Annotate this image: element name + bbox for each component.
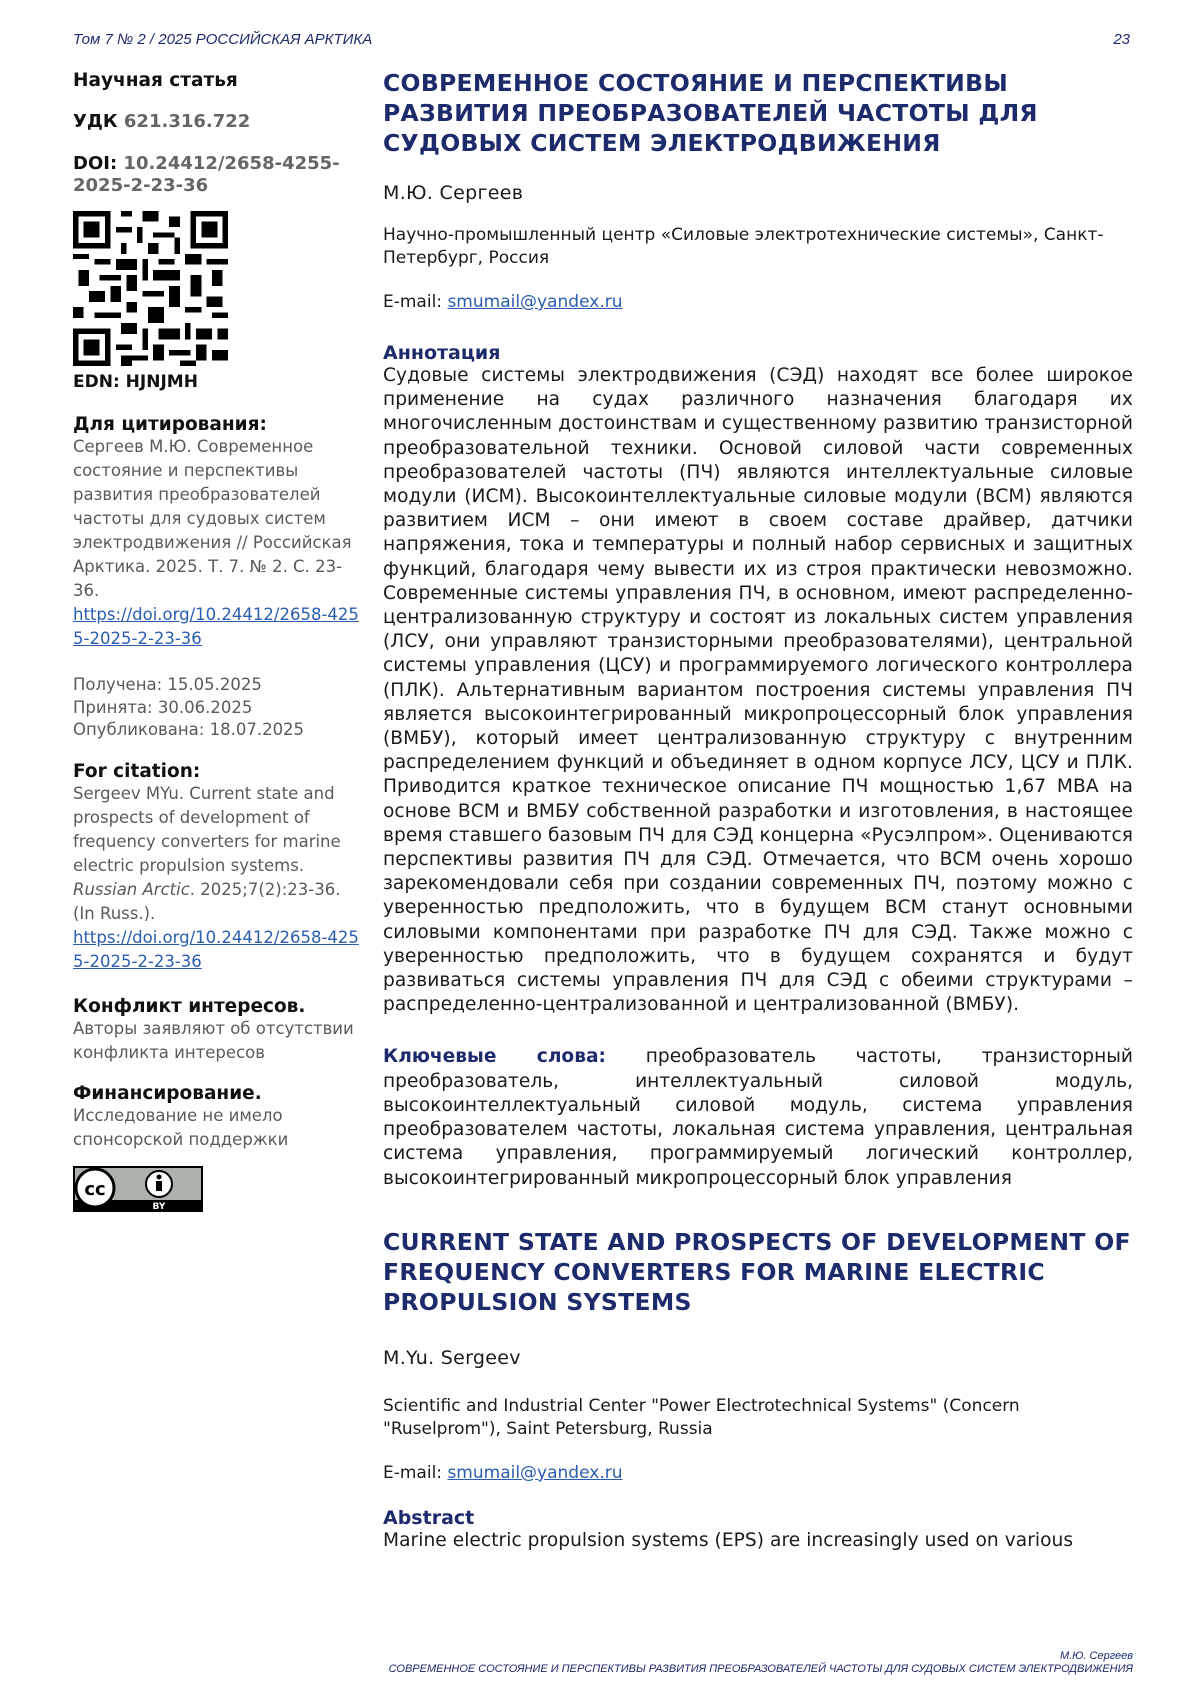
page-header	[73, 31, 1130, 53]
keywords	[383, 1045, 1133, 1190]
udk-value: 621.316.722	[123, 111, 251, 132]
annotation-text: Судовые системы электродвижения (СЭД) находят все более широкое применение на судах различного назначения благодаря их многочисленным достоинствам и существенному развитию транзисторной преобразовательной техники. Основой силовой части современных преобразователей частоты (ПЧ) являются интеллектуальные силовые модули (ИСМ). Высокоинтеллектуальные силовые модули (ВСМ) являются развитием ИСМ – они имеют в своем составе драйвер, датчики напряжения, тока и температуры и полный набор сервисных и защитных функций, благодаря чему вывести их из строя практически невозможно. Современные системы управления ПЧ, в основном, имеют распределенно-централизованную структуру и состоят из локальных систем управления (ЛСУ, они управляют транзисторными преобразователями), центральной системы управления (ЦСУ) и программируемого логического контроллера (ПЛК). Альтернативным вариантом построения системы управления ПЧ является высокоинтегрированный микропроцессорный блок управления (ВМБУ), который имеет централизованную структуру с внутренним распределением функций и объединяет в одном корпусе ЛСУ, ЦСУ и ПЛК. Приводится краткое техническое описание ПЧ мощностью 1,67 МВА на основе ВСМ и ВМБУ собственной разработки и изготовления, в настоящее время ставшего базовым ПЧ для СЭД концерна «Русэлпром». Оцениваются перспективы развития ПЧ для СЭД. Отмечается, что ВСМ очень хорошо зарекомендовали себя при создании современных ПЧ, поэтому можно с уверенностью предположить, что в будущем ВСМ станут основными силовыми компонентами при разработке ПЧ для СЭД. Также можно с уверенностью предположить, что в будущем сохранятся и будут развиваться системы управления ПЧ для СЭД с обеими структурами – распределенно-централизованной и централизованной (ВМБУ).	[383, 365, 1133, 1016]
annotation-heading: Аннотация	[383, 342, 501, 364]
udk-label: УДК	[73, 111, 118, 132]
email-link[interactable]: smumail@yandex.ru	[447, 292, 623, 312]
for-citation-doi-link[interactable]: https://doi.org/10.24412/2658-4255-2025-2-23-36	[73, 928, 359, 971]
published-date: Опубликована: 18.07.2025	[73, 720, 305, 739]
for-citation-body: Sergeev MYu. Current state and prospects of development of frequency converters for marine electric propulsion systems.	[73, 784, 341, 875]
udk	[73, 111, 363, 133]
citation-heading: Для цитирования:	[73, 414, 267, 435]
cc-by-license-icon[interactable]	[73, 1166, 203, 1212]
funding-text: Исследование не имело спонсорской поддержки	[73, 1106, 289, 1149]
sidebar	[73, 70, 363, 1216]
citation-doi-link[interactable]: https://doi.org/10.24412/2658-4255-2025-2-23-36	[73, 605, 359, 648]
page-footer	[389, 1650, 1133, 1676]
footer-title: СОВРЕМЕННОЕ СОСТОЯНИЕ И ПЕРСПЕКТИВЫ РАЗВИТИЯ ПРЕОБРАЗОВАТЕЛЕЙ ЧАСТОТЫ ДЛЯ СУДОВЫХ СИСТЕМ ЭЛЕКТРОДВИЖЕНИЯ	[388, 1663, 1133, 1675]
journal-issue: Том 7 № 2 / 2025 РОССИЙСКАЯ АРКТИКА	[73, 31, 373, 48]
for-citation-text	[73, 782, 363, 926]
author-en: M.Yu. Sergeev	[383, 1346, 521, 1369]
svg-text:cc: cc	[84, 1179, 106, 1200]
keywords-label: Ключевые слова:	[383, 1046, 606, 1068]
email-label-en: E-mail:	[383, 1462, 448, 1483]
footer-author: М.Ю. Сергеев	[1059, 1650, 1133, 1662]
email-ru	[383, 292, 1133, 312]
author-ru: М.Ю. Сергеев	[383, 182, 524, 204]
doi-label: DOI:	[73, 153, 118, 174]
abstract-text: Marine electric propulsion systems (EPS) are increasingly used on various	[383, 1529, 1074, 1551]
conflict-heading: Конфликт интересов.	[73, 996, 306, 1017]
affiliation-en: Scientific and Industrial Center "Power Electrotechnical Systems" (Concern "Ruselprom"), Saint Petersburg, Russia	[383, 1395, 1020, 1439]
for-citation-journal: Russian Arctic	[73, 880, 190, 899]
received-date: Получена: 15.05.2025	[73, 675, 262, 694]
main-content	[383, 68, 1133, 1553]
email-link-en[interactable]: smumail@yandex.ru	[447, 1462, 623, 1483]
keywords-text: преобразователь частоты, транзисторный преобразователь, интеллектуальный силовой модуль, высокоинтеллектуальный силовой модуль, система управления преобразователем частоты, локальная система управления, центральная система управления, программируемый логический контроллер, высокоинтегрированный микропроцессорный блок управления	[383, 1046, 1133, 1189]
article-title-en: CURRENT STATE AND PROSPECTS OF DEVELOPMENT OF FREQUENCY CONVERTERS FOR MARINE ELECTRIC PROPULSION SYSTEMS	[383, 1227, 1131, 1316]
qr-code-icon[interactable]	[73, 211, 228, 366]
abstract-heading: Abstract	[383, 1506, 475, 1529]
email-label: E-mail:	[383, 292, 448, 312]
email-en	[383, 1463, 1133, 1483]
for-citation-heading: For citation:	[73, 761, 201, 782]
citation-text: Сергеев М.Ю. Современное состояние и перспективы развития преобразователей частоты для судовых систем электродвижения // Российская Арктика. 2025. Т. 7. № 2. С. 23-36.	[73, 437, 352, 600]
funding-heading: Финансирование.	[73, 1083, 262, 1104]
accepted-date: Принята: 30.06.2025	[73, 698, 253, 717]
doi	[73, 153, 363, 197]
edn: EDN: HJNJMH	[73, 372, 198, 392]
license-label: BY	[152, 1202, 166, 1212]
article-title-ru: СОВРЕМЕННОЕ СОСТОЯНИЕ И ПЕРСПЕКТИВЫ РАЗВИТИЯ ПРЕОБРАЗОВАТЕЛЕЙ ЧАСТОТЫ ДЛЯ СУДОВЫХ СИСТЕМ ЭЛЕКТРОДВИЖЕНИЯ	[383, 69, 1038, 157]
article-type: Научная статья	[73, 70, 238, 91]
conflict-text: Авторы заявляют об отсутствии конфликта интересов	[73, 1019, 354, 1062]
for-citation-tail: . 2025;7(2):23-36. (In Russ.).	[73, 880, 341, 923]
affiliation-ru: Научно-промышленный центр «Силовые электротехнические системы», Санкт-Петербург, Россия	[383, 225, 1104, 268]
page-number: 23	[1113, 31, 1130, 48]
doi-value: 10.24412/2658-4255-2025-2-23-36	[73, 153, 340, 196]
